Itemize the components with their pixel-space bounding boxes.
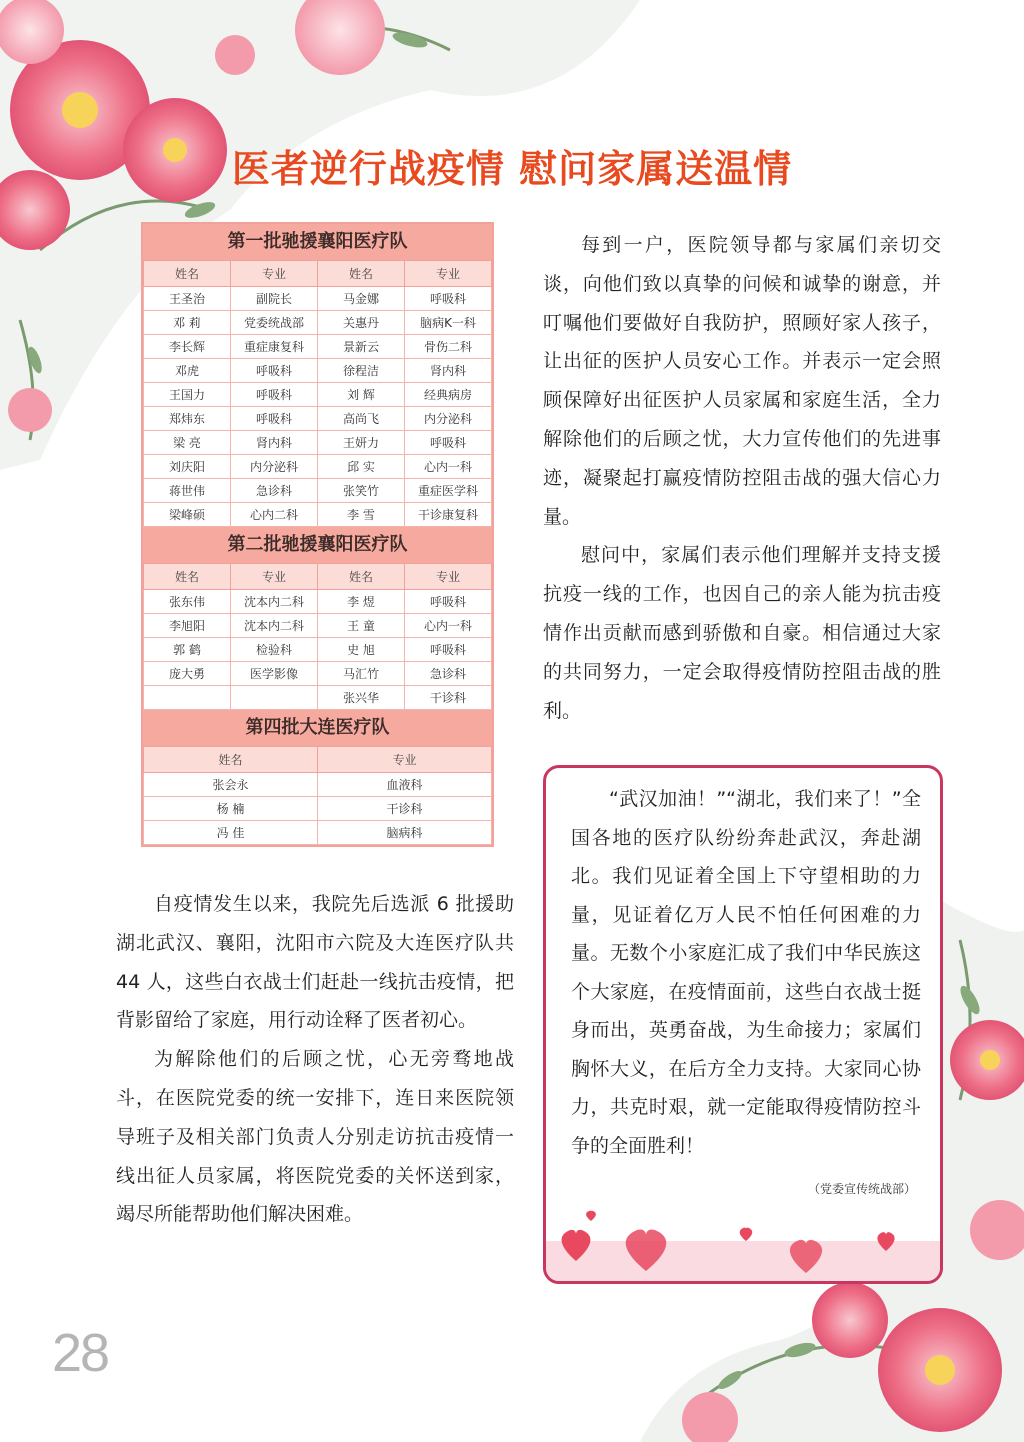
team-2-title: 第二批驰援襄阳医疗队	[143, 527, 492, 563]
member-department-cell: 检验科	[231, 638, 318, 662]
team-4-table	[143, 746, 492, 845]
member-department-cell: 脑病科	[318, 821, 492, 845]
member-name-cell: 邓 莉	[144, 311, 231, 335]
roster-row	[144, 662, 492, 686]
member-department-cell: 心内一科	[405, 614, 492, 638]
member-name-cell: 张东伟	[144, 590, 231, 614]
member-department-cell: 呼吸科	[405, 638, 492, 662]
member-department-cell: 急诊科	[405, 662, 492, 686]
member-department-cell	[231, 686, 318, 710]
member-department-cell: 呼吸科	[405, 590, 492, 614]
roster-header-cell: 姓名	[144, 747, 318, 773]
member-department-cell: 血液科	[318, 773, 492, 797]
member-department-cell: 党委统战部	[231, 311, 318, 335]
team-1-title: 第一批驰援襄阳医疗队	[143, 224, 492, 260]
roster-row	[144, 431, 492, 455]
member-department-cell: 心内二科	[231, 503, 318, 527]
roster-row	[144, 797, 492, 821]
hearts-decoration	[546, 1201, 940, 1281]
member-department-cell: 经典病房	[405, 383, 492, 407]
roster-row	[144, 335, 492, 359]
roster-row	[144, 773, 492, 797]
roster-header-cell: 姓名	[318, 564, 405, 590]
roster-row	[144, 359, 492, 383]
member-name-cell: 张会永	[144, 773, 318, 797]
member-name-cell: 郑炜东	[144, 407, 231, 431]
member-department-cell: 呼吸科	[231, 407, 318, 431]
member-name-cell: 马汇竹	[318, 662, 405, 686]
member-name-cell: 庞大勇	[144, 662, 231, 686]
member-name-cell: 李旭阳	[144, 614, 231, 638]
member-name-cell: 邓虎	[144, 359, 231, 383]
roster-row	[144, 479, 492, 503]
member-name-cell: 刘 辉	[318, 383, 405, 407]
member-department-cell: 副院长	[231, 287, 318, 311]
member-department-cell: 重症医学科	[405, 479, 492, 503]
member-department-cell: 内分泌科	[405, 407, 492, 431]
team-roster-panel	[141, 222, 494, 847]
member-department-cell: 内分泌科	[231, 455, 318, 479]
member-name-cell: 邱 实	[318, 455, 405, 479]
left-paragraph-2: 为解除他们的后顾之忧，心无旁骛地战斗，在医院党委的统一安排下，连日来医院领导班子及相关部门负责人分别走访抗击疫情一线出征人员家属，将医院党委的关怀送到家，竭尽所能帮助他们解决困难。	[116, 1048, 514, 1226]
roster-row	[144, 287, 492, 311]
roster-row	[144, 686, 492, 710]
member-name-cell: 张兴华	[318, 686, 405, 710]
member-name-cell: 李 煜	[318, 590, 405, 614]
roster-header-cell: 专业	[405, 564, 492, 590]
member-department-cell: 呼吸科	[231, 359, 318, 383]
roster-header-cell: 姓名	[144, 564, 231, 590]
member-name-cell	[144, 686, 231, 710]
left-article-text	[116, 885, 514, 1234]
member-name-cell: 郭 鹤	[144, 638, 231, 662]
member-department-cell: 干诊康复科	[405, 503, 492, 527]
roster-row	[144, 590, 492, 614]
page-number: 28	[52, 1323, 109, 1383]
roster-row	[144, 407, 492, 431]
member-name-cell: 王 童	[318, 614, 405, 638]
team-4-title: 第四批大连医疗队	[143, 710, 492, 746]
team-1-section	[143, 224, 492, 527]
roster-header-cell: 姓名	[144, 261, 231, 287]
roster-header-cell: 专业	[405, 261, 492, 287]
right-paragraph-2: 慰问中，家属们表示他们理解并支持支援抗疫一线的工作，也因自己的亲人能为抗击疫情作出贡献而感到骄傲和自豪。相信通过大家的共同努力，一定会取得疫情防控阻击战的胜利。	[543, 544, 941, 722]
member-department-cell: 脑病K一科	[405, 311, 492, 335]
member-department-cell: 肾内科	[231, 431, 318, 455]
member-department-cell: 沈本内二科	[231, 590, 318, 614]
roster-row	[144, 503, 492, 527]
member-name-cell: 杨 楠	[144, 797, 318, 821]
page-title: 医者逆行战疫情 慰问家属送温情	[231, 146, 793, 191]
member-department-cell: 心内一科	[405, 455, 492, 479]
member-department-cell: 重症康复科	[231, 335, 318, 359]
quote-text	[571, 780, 921, 1165]
member-name-cell: 蒋世伟	[144, 479, 231, 503]
member-name-cell: 高尚飞	[318, 407, 405, 431]
team-2-table	[143, 563, 492, 710]
left-paragraph-1: 自疫情发生以来，我院先后选派 6 批援助湖北武汉、襄阳，沈阳市六院及大连医疗队共 44 人，这些白衣战士们赶赴一线抗击疫情，把背影留给了家庭，用行动诠释了医者初心。	[116, 893, 514, 1032]
roster-row	[144, 383, 492, 407]
team-4-section	[143, 710, 492, 845]
member-name-cell: 张笑竹	[318, 479, 405, 503]
roster-row	[144, 614, 492, 638]
member-department-cell: 呼吸科	[405, 431, 492, 455]
roster-header-cell: 专业	[231, 261, 318, 287]
member-name-cell: 王国力	[144, 383, 231, 407]
member-department-cell: 医学影像	[231, 662, 318, 686]
member-department-cell: 干诊科	[405, 686, 492, 710]
quote-paragraph: “武汉加油！”“湖北，我们来了！”全国各地的医疗队纷纷奔赴武汉，奔赴湖北。我们见证着全国上下守望相助的力量，见证着亿万人民不怕任何困难的力量。无数个小家庭汇成了我们中华民族这个大家庭，在疫情面前，这些白衣战士挺身而出，英勇奋战，为生命接力；家属们胸怀大义，在后方全力支持。大家同心协力，共克时艰，就一定能取得疫情防控斗争的全面胜利！	[571, 788, 921, 1157]
member-name-cell: 刘庆阳	[144, 455, 231, 479]
member-department-cell: 沈本内二科	[231, 614, 318, 638]
member-name-cell: 梁 亮	[144, 431, 231, 455]
member-department-cell: 骨伤二科	[405, 335, 492, 359]
roster-row	[144, 311, 492, 335]
team-1-table	[143, 260, 492, 527]
member-name-cell: 关惠丹	[318, 311, 405, 335]
member-department-cell: 呼吸科	[405, 287, 492, 311]
quote-signature: （党委宣传统战部）	[807, 1182, 916, 1196]
member-department-cell: 急诊科	[231, 479, 318, 503]
roster-header-cell: 专业	[231, 564, 318, 590]
right-article-text	[543, 226, 941, 730]
member-department-cell: 肾内科	[405, 359, 492, 383]
roster-row	[144, 455, 492, 479]
member-name-cell: 冯 佳	[144, 821, 318, 845]
member-name-cell: 王圣治	[144, 287, 231, 311]
member-department-cell: 呼吸科	[231, 383, 318, 407]
team-2-section	[143, 527, 492, 710]
member-name-cell: 李 雪	[318, 503, 405, 527]
roster-row	[144, 821, 492, 845]
member-name-cell: 梁峰硕	[144, 503, 231, 527]
roster-row	[144, 638, 492, 662]
quote-box	[543, 765, 943, 1284]
roster-header-cell: 姓名	[318, 261, 405, 287]
member-name-cell: 王妍力	[318, 431, 405, 455]
member-department-cell: 干诊科	[318, 797, 492, 821]
member-name-cell: 徐程洁	[318, 359, 405, 383]
member-name-cell: 马金娜	[318, 287, 405, 311]
right-paragraph-1: 每到一户，医院领导都与家属们亲切交谈，向他们致以真挚的问候和诚挚的谢意，并叮嘱他们要做好自我防护，照顾好家人孩子，让出征的医护人员安心工作。并表示一定会照顾保障好出征医护人员家属和家庭生活，全力解除他们的后顾之忧，大力宣传他们的先进事迹，凝聚起打赢疫情防控阻击战的强大信心力量。	[543, 234, 941, 528]
roster-header-cell: 专业	[318, 747, 492, 773]
member-name-cell: 史 旭	[318, 638, 405, 662]
member-name-cell: 景新云	[318, 335, 405, 359]
member-name-cell: 李长辉	[144, 335, 231, 359]
